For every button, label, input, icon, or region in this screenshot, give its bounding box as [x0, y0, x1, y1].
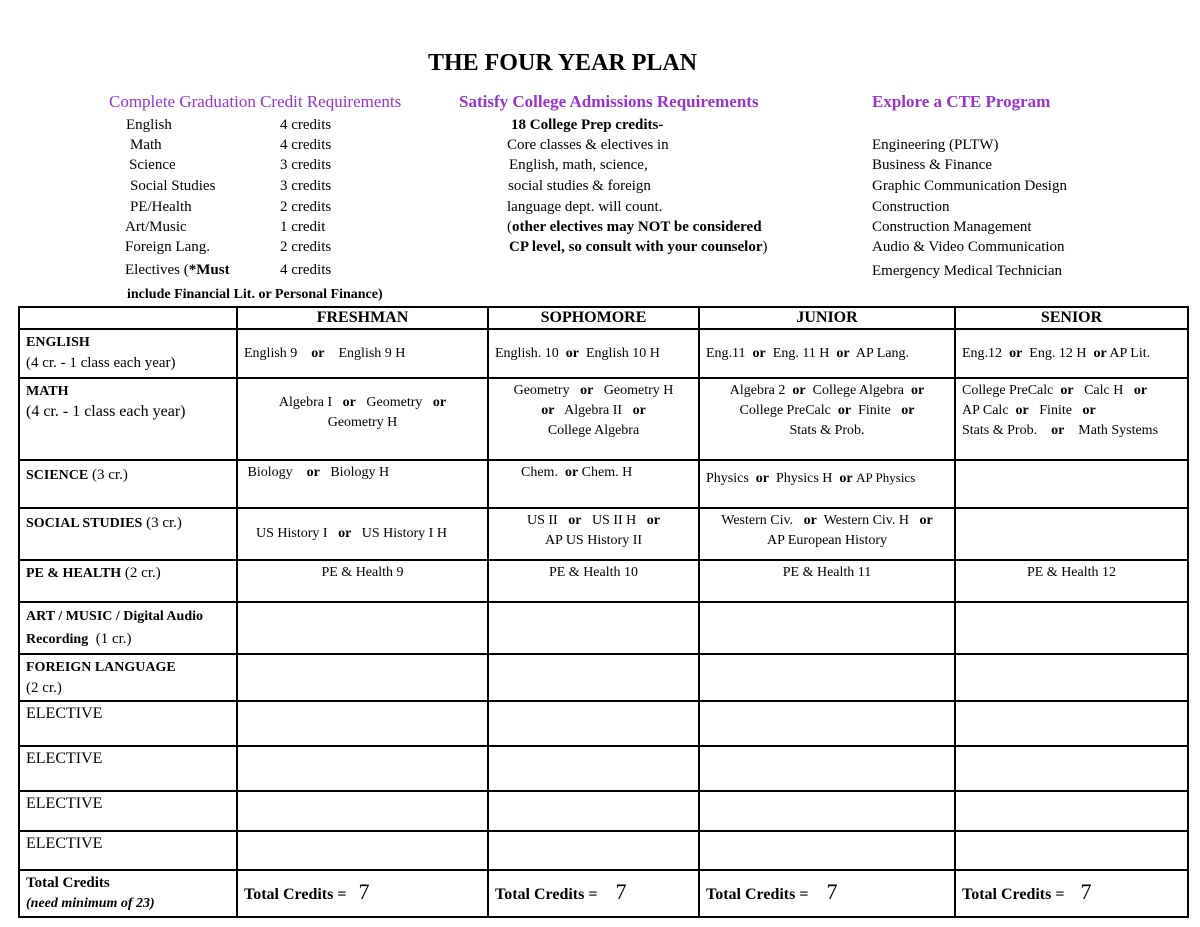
table-row-science: [19, 460, 1188, 508]
total-value: 7: [1080, 878, 1092, 904]
row-title: Total Credits: [26, 875, 110, 891]
college-note: [507, 219, 762, 236]
row-subtitle: (3 cr.): [92, 467, 128, 483]
cte-heading: Explore a CTE Program: [872, 92, 1051, 111]
grad-credits: 2 credits: [280, 239, 332, 255]
row-title: PE & HEALTH: [26, 566, 122, 581]
cell-english-junior[interactable]: Eng.11 or Eng. 11 H or AP Lang.: [699, 329, 955, 378]
row-subtitle: (4 cr. - 1 class each year): [26, 403, 186, 420]
college-line: Core classes & electives in: [507, 137, 669, 153]
cell-science-junior[interactable]: Physics or Physics H or AP Physics: [699, 460, 955, 508]
page-title: THE FOUR YEAR PLAN: [427, 50, 698, 76]
cte-program: Audio & Video Communication: [872, 239, 1065, 255]
row-title: SCIENCE: [26, 468, 89, 483]
cell-pe-junior[interactable]: PE & Health 11: [699, 560, 955, 602]
cell-math-freshman[interactable]: Algebra I or Geometry or Geometry H: [237, 378, 488, 460]
row-label: [19, 460, 237, 508]
row-subtitle: (3 cr.): [146, 515, 182, 531]
row-title: SOCIAL STUDIES: [26, 516, 143, 531]
table-row-elective: [19, 746, 1188, 791]
table-row-pe-health: [19, 560, 1188, 602]
cell-total-freshman[interactable]: [237, 870, 488, 917]
cte-program: Construction: [872, 199, 950, 215]
corner-cell: [19, 307, 237, 329]
row-subtitle: (2 cr.): [26, 680, 62, 696]
row-title: ENGLISH: [26, 335, 90, 350]
electives-must: *Must: [188, 262, 230, 278]
total-label: Total Credits =: [244, 885, 347, 903]
cell-elective-freshman[interactable]: [237, 701, 488, 746]
college-note-line1: other electives may NOT be considered: [512, 219, 762, 235]
row-label: [19, 329, 237, 378]
cell-elective-junior[interactable]: [699, 791, 955, 831]
grad-subject: Art/Music: [125, 219, 187, 235]
cell-total-junior[interactable]: [699, 870, 955, 917]
row-subtitle: (4 cr. - 1 class each year): [26, 355, 176, 371]
row-label: [19, 870, 237, 917]
row-title: MATH: [26, 384, 69, 399]
total-label: Total Credits =: [962, 885, 1065, 903]
table-row-math: [19, 378, 1188, 460]
row-label: [19, 654, 237, 701]
cell-elective-sophomore[interactable]: [488, 791, 699, 831]
cell-elective-junior[interactable]: [699, 831, 955, 870]
cell-pe-sophomore[interactable]: PE & Health 10: [488, 560, 699, 602]
row-label: [19, 508, 237, 560]
row-subtitle: (need minimum of 23): [26, 896, 155, 911]
row-label: ELECTIVE: [19, 831, 237, 870]
row-title: FOREIGN LANGUAGE: [26, 660, 176, 675]
row-label: [19, 602, 237, 654]
total-label: Total Credits =: [706, 885, 809, 903]
cell-total-senior[interactable]: [955, 870, 1188, 917]
column-header-sophomore: SOPHOMORE: [488, 307, 699, 329]
row-label: ELECTIVE: [19, 701, 237, 746]
college-line: language dept. will count.: [507, 199, 663, 215]
college-note: [509, 239, 767, 256]
grad-subject: English: [126, 117, 172, 133]
cell-art-freshman[interactable]: [237, 602, 488, 654]
cell-science-sophomore[interactable]: Chem. or Chem. H: [488, 460, 699, 508]
grad-credits: 3 credits: [280, 178, 332, 194]
table-row-english: [19, 329, 1188, 378]
cell-elective-senior[interactable]: [955, 701, 1188, 746]
cell-elective-senior[interactable]: [955, 746, 1188, 791]
grad-subject: Social Studies: [130, 178, 216, 194]
table-row-total: [19, 870, 1188, 917]
cell-foreign-sophomore[interactable]: [488, 654, 699, 701]
cell-art-junior[interactable]: [699, 602, 955, 654]
cell-foreign-freshman[interactable]: [237, 654, 488, 701]
cell-science-freshman[interactable]: Biology or Biology H: [237, 460, 488, 508]
cell-elective-sophomore[interactable]: [488, 831, 699, 870]
cell-social-sophomore[interactable]: US II or US II H or AP US History II: [488, 508, 699, 560]
total-value: 7: [615, 878, 627, 904]
cell-math-sophomore[interactable]: Geometry or Geometry H or Algebra II or College Algebra: [488, 378, 699, 460]
grad-electives: [125, 262, 230, 279]
cell-elective-junior[interactable]: [699, 701, 955, 746]
college-credits: 18 College Prep credits-: [511, 117, 664, 133]
cell-math-junior[interactable]: Algebra 2 or College Algebra or College PreCalc or Finite or Stats & Prob.: [699, 378, 955, 460]
grad-subject: Math: [130, 137, 162, 153]
row-title: Recording: [26, 632, 89, 647]
grad-credits: 4 credits: [280, 137, 332, 153]
grad-credits: 1 credit: [280, 219, 326, 235]
college-note-line2: CP level, so consult with your counselor: [509, 239, 763, 255]
grad-credits: 3 credits: [280, 157, 332, 173]
row-subtitle: (1 cr.): [95, 631, 132, 647]
paren: ): [762, 239, 768, 255]
table-row-social-studies: [19, 508, 1188, 560]
cell-english-sophomore[interactable]: English. 10 or English 10 H: [488, 329, 699, 378]
electives-prefix: Electives (: [125, 262, 189, 278]
electives-note: include Financial Lit. or Personal Finance): [127, 287, 383, 302]
total-value: 7: [826, 878, 838, 904]
cell-pe-senior[interactable]: PE & Health 12: [955, 560, 1188, 602]
cell-art-sophomore[interactable]: [488, 602, 699, 654]
cte-program: Business & Finance: [872, 157, 992, 173]
table-row-foreign-language: [19, 654, 1188, 701]
paren: (: [507, 219, 512, 235]
row-title: ART / MUSIC / Digital Audio: [26, 609, 204, 624]
column-header-junior: JUNIOR: [699, 307, 955, 329]
cell-elective-freshman[interactable]: [237, 746, 488, 791]
cte-program: Engineering (PLTW): [872, 137, 999, 153]
cell-foreign-junior[interactable]: [699, 654, 955, 701]
cell-social-freshman[interactable]: US History I or US History I H: [237, 508, 488, 560]
college-line: English, math, science,: [509, 157, 648, 173]
cell-social-senior[interactable]: [955, 508, 1188, 560]
cell-elective-junior[interactable]: [699, 746, 955, 791]
cell-elective-freshman[interactable]: [237, 791, 488, 831]
cell-elective-senior[interactable]: [955, 791, 1188, 831]
row-label: ELECTIVE: [19, 791, 237, 831]
column-header-senior: SENIOR: [955, 307, 1188, 329]
total-label: Total Credits =: [495, 885, 598, 903]
grad-subject: PE/Health: [130, 199, 192, 215]
grad-subject: Science: [129, 157, 176, 173]
total-value: 7: [358, 878, 370, 904]
cell-pe-freshman[interactable]: PE & Health 9: [237, 560, 488, 602]
four-year-plan-table: [18, 306, 1189, 918]
grad-credits: 4 credits: [280, 262, 332, 278]
cte-program: Graphic Communication Design: [872, 178, 1067, 194]
row-label: ELECTIVE: [19, 746, 237, 791]
cte-program: Emergency Medical Technician: [872, 263, 1062, 279]
cell-total-sophomore[interactable]: [488, 870, 699, 917]
cell-art-senior[interactable]: [955, 602, 1188, 654]
cell-social-junior[interactable]: Western Civ. or Western Civ. H or AP European History: [699, 508, 955, 560]
grad-credits: 2 credits: [280, 199, 332, 215]
table-row-elective: [19, 701, 1188, 746]
cell-foreign-senior[interactable]: [955, 654, 1188, 701]
college-line: social studies & foreign: [508, 178, 651, 194]
college-heading: Satisfy College Admissions Requirements: [459, 92, 759, 111]
cell-english-freshman[interactable]: English 9 or English 9 H: [237, 329, 488, 378]
row-label: [19, 378, 237, 460]
cte-program: Construction Management: [872, 219, 1032, 235]
row-label: [19, 560, 237, 602]
cell-elective-sophomore[interactable]: [488, 701, 699, 746]
table-row-elective: [19, 831, 1188, 870]
grad-subject: Foreign Lang.: [125, 239, 210, 255]
row-subtitle: (2 cr.): [124, 565, 161, 581]
cell-english-senior[interactable]: Eng.12 or Eng. 12 H or AP Lit.: [955, 329, 1188, 378]
table-header-row: [19, 307, 1188, 329]
table-row-art-music: [19, 602, 1188, 654]
table-row-elective: [19, 791, 1188, 831]
grad-credits: 4 credits: [280, 117, 332, 133]
graduation-heading: Complete Graduation Credit Requirements: [109, 92, 402, 111]
cell-elective-freshman[interactable]: [237, 831, 488, 870]
cell-math-senior[interactable]: College PreCalc or Calc H or AP Calc or Finite or Stats & Prob. or Math Systems: [955, 378, 1188, 460]
column-header-freshman: FRESHMAN: [237, 307, 488, 329]
cell-science-senior[interactable]: [955, 460, 1188, 508]
cell-elective-sophomore[interactable]: [488, 746, 699, 791]
cell-elective-senior[interactable]: [955, 831, 1188, 870]
